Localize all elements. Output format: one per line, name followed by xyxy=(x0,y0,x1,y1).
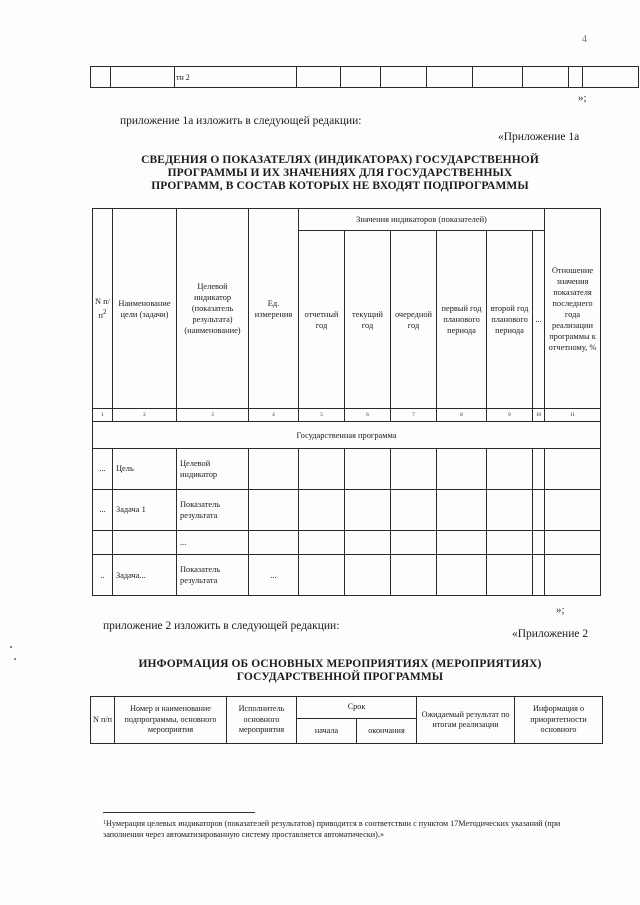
table-row: .. Задача... Показатель результата ... xyxy=(93,555,601,596)
footnote-separator xyxy=(103,812,255,813)
section1-instruction: приложение 1а изложить в следующей редакции: xyxy=(120,115,362,127)
header-unit: Ед. измерения xyxy=(249,209,299,409)
header-second-plan-year: второй год планового периода xyxy=(487,231,533,409)
column-numbers-row: 1 2 3 4 5 6 7 8 9 10 11 xyxy=(93,409,601,422)
section1-closing-quote: »; xyxy=(556,604,565,616)
header-more: ... xyxy=(533,231,545,409)
header-values-group: Значения индикаторов (показателей) xyxy=(299,209,545,231)
section1-title: СВЕДЕНИЯ О ПОКАЗАТЕЛЯХ (ИНДИКАТОРАХ) ГОСУДАРСТВЕННОЙ ПРОГРАММЫ И ИХ ЗНАЧЕНИЯХ ДЛЯ ГОСУДАРСТВЕННЫХ ПРОГРАММ, В СОСТАВ КОТОРЫХ НЕ ВХОДЯТ ПОДПРОГРАММЫ xyxy=(141,154,539,192)
activities-header-name: Номер и наименование подпрограммы, основного мероприятия xyxy=(115,697,227,744)
activities-header-end: окончания xyxy=(357,719,417,744)
indicators-table xyxy=(92,208,601,596)
activities-header-term: Срок xyxy=(297,697,417,719)
header-ratio: Отношение значения показателя последнего года реализации программы к отчетному, % xyxy=(545,209,601,409)
activities-header-executor: Исполнитель основного мероприятия xyxy=(227,697,297,744)
section1-appendix-label: «Приложение 1а xyxy=(498,131,580,143)
header-first-plan-year: первый год планового периода xyxy=(437,231,487,409)
activities-header-expected-result: Ожидаемый результат по итогам реализации xyxy=(417,697,515,744)
header-num: N $п/п^2$ xyxy=(93,209,113,409)
previous-table-cell: тн 2 xyxy=(175,67,297,88)
header-indicator: Целевой индикатор (показатель результата) (наименование) xyxy=(177,209,249,409)
scan-speck xyxy=(10,646,12,648)
table-row: ... Задача 1 Показатель результата xyxy=(93,489,601,530)
section2-appendix-label: «Приложение 2 xyxy=(512,628,589,640)
page-number: 4 xyxy=(582,34,587,45)
activities-header-num: N п/п xyxy=(91,697,115,744)
section2-instruction: приложение 2 изложить в следующей редакции: xyxy=(103,620,340,632)
header-current-year: текущий год xyxy=(345,231,391,409)
footnote: $^1$Нумерация целевых индикаторов (показателей результатов) приводится в соответствии с пунктом 17Методических указаний (при заполнении через автоматизированную систему проставляется автоматически).» xyxy=(103,819,561,839)
section2-title: ИНФОРМАЦИЯ ОБ ОСНОВНЫХ МЕРОПРИЯТИЯХ (МЕРОПРИЯТИЯХ) ГОСУДАРСТВЕННОЙ ПРОГРАММЫ xyxy=(138,658,542,683)
header-next-year: очередной год xyxy=(391,231,437,409)
header-reporting-year: отчетный год xyxy=(299,231,345,409)
table-row: ... Цель Целевой индикатор xyxy=(93,448,601,489)
activities-table xyxy=(90,696,603,744)
table-row: ... xyxy=(93,530,601,555)
previous-closing-quote: »; xyxy=(578,92,587,104)
header-goal-name: Наименование цели (задачи) xyxy=(113,209,177,409)
program-row: Государственная программа xyxy=(93,422,601,449)
activities-header-priority-info: Информация о приоритетности основного xyxy=(515,697,603,744)
activities-header-start: начала xyxy=(297,719,357,744)
previous-table-tail xyxy=(90,66,639,88)
scan-speck xyxy=(14,658,16,660)
